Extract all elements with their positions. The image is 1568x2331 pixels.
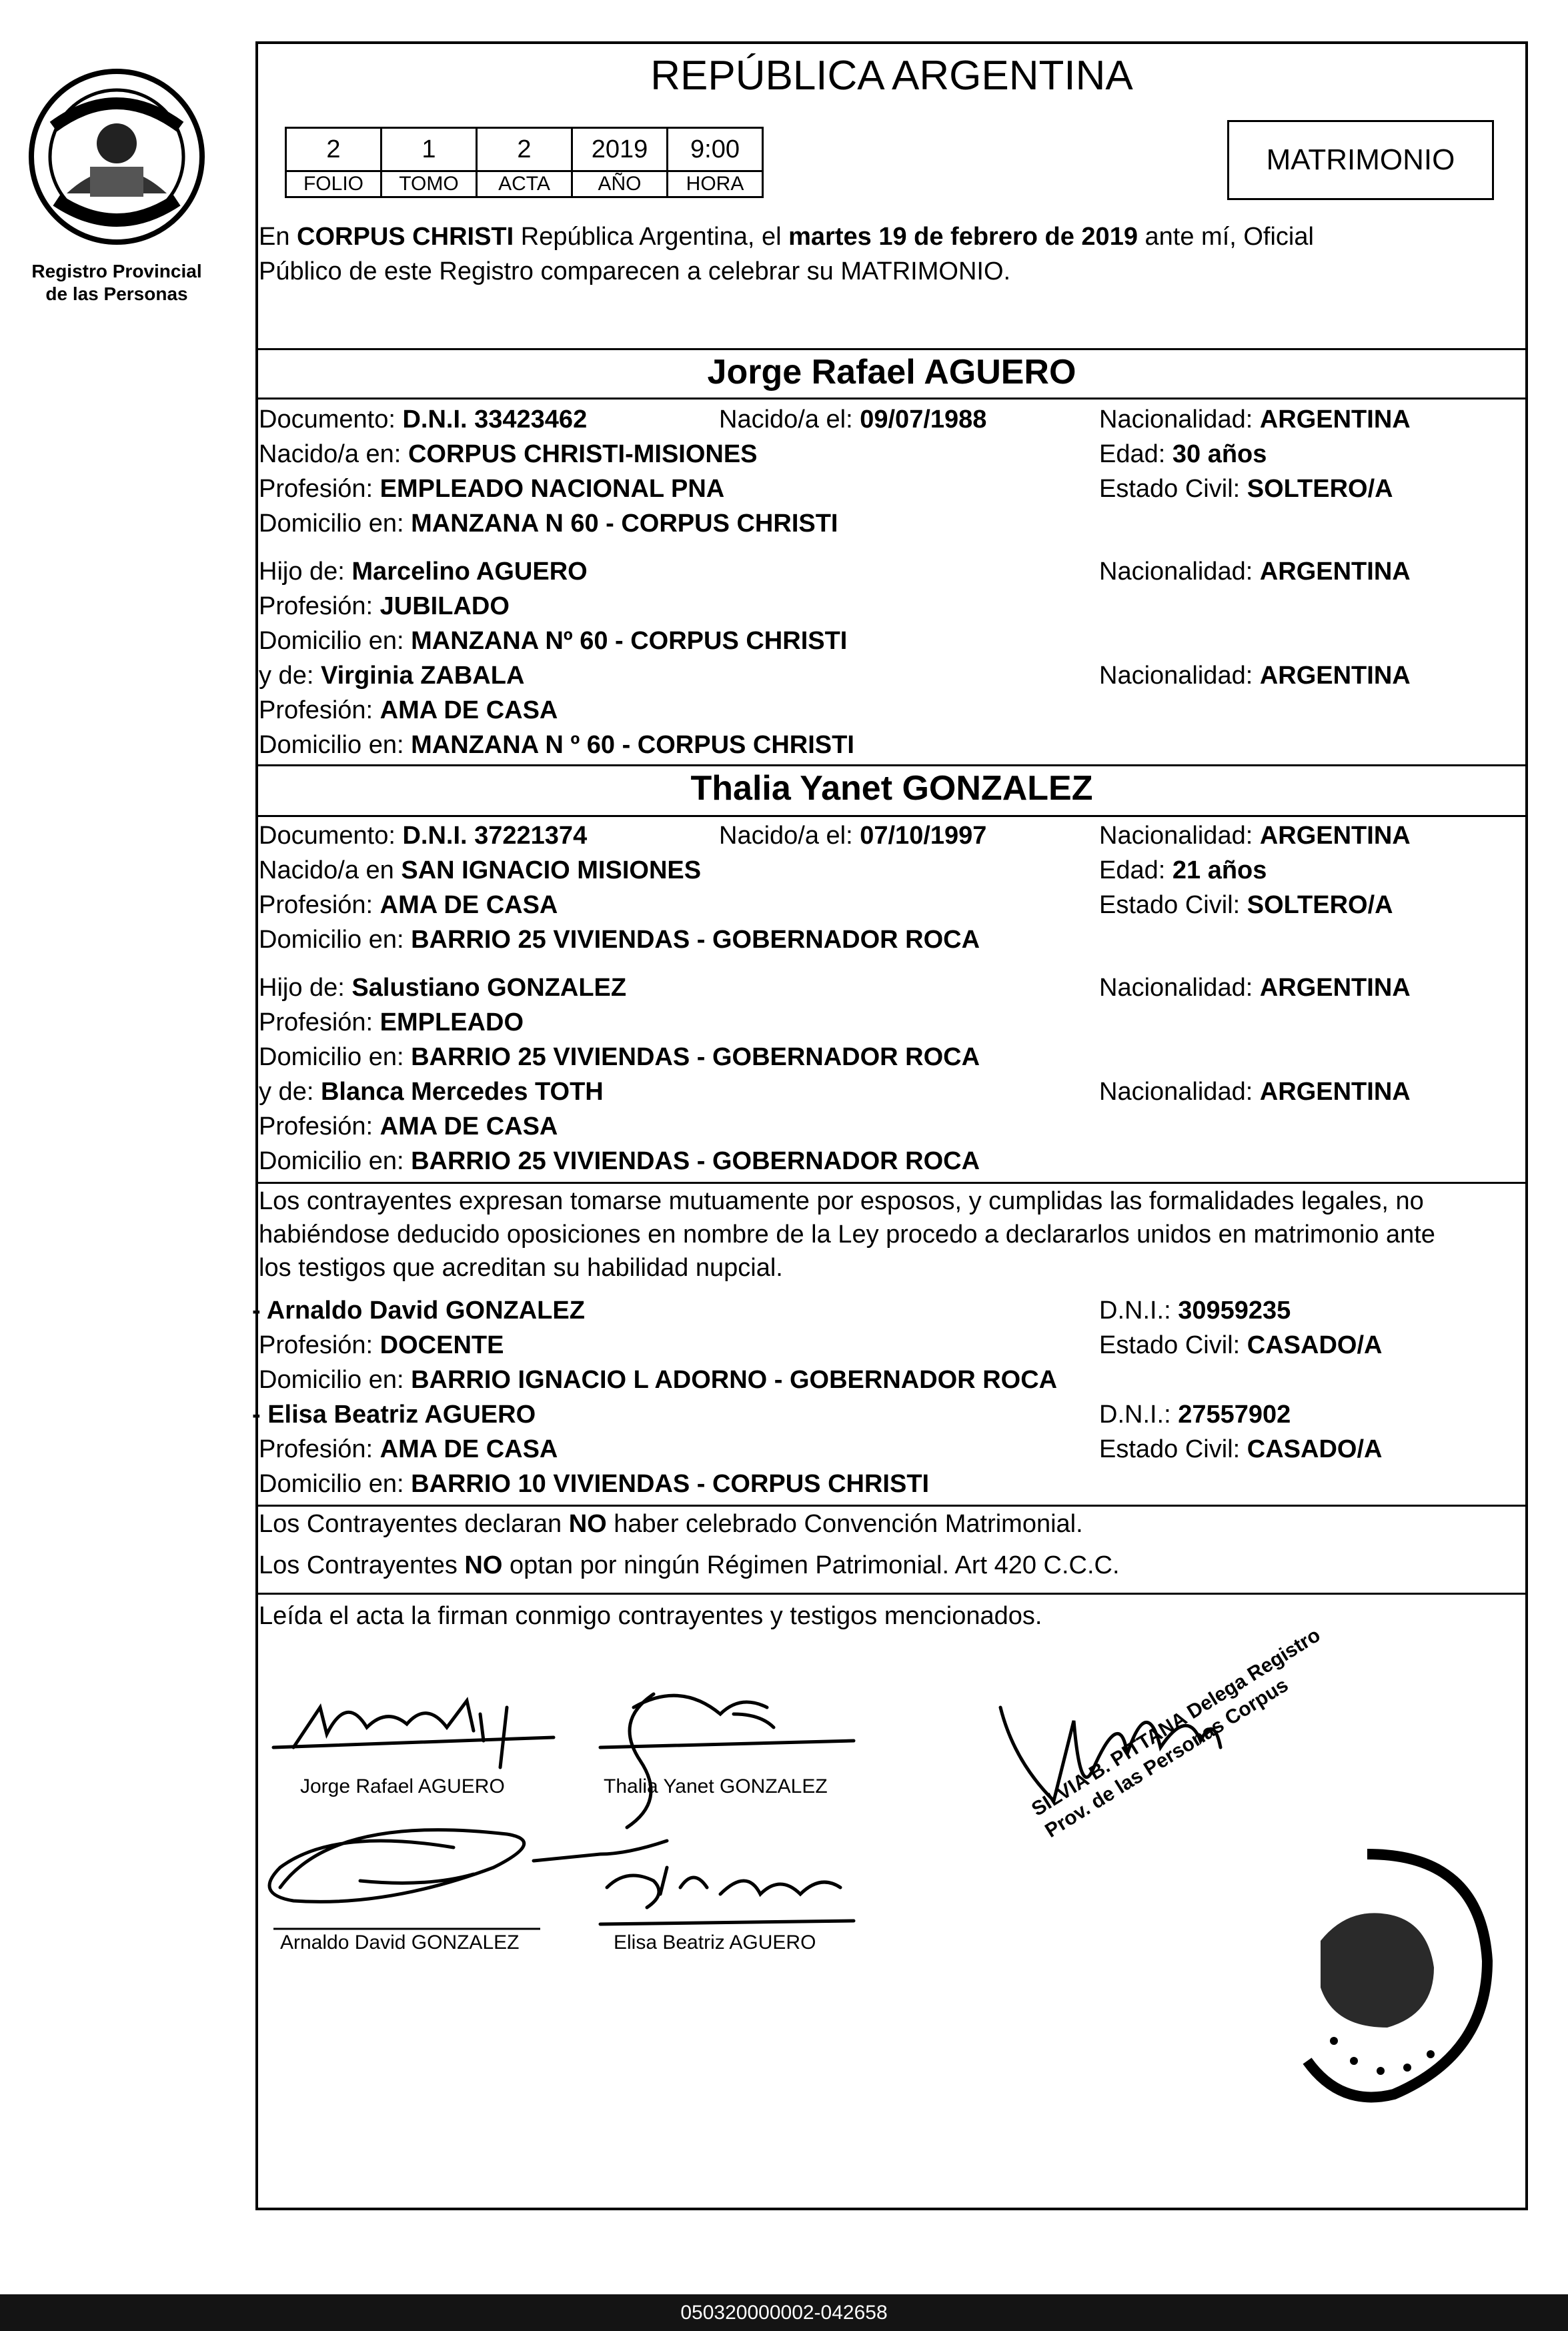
value: CASADO/A: [1247, 1331, 1383, 1359]
footer-barcode-strip: [0, 2294, 1568, 2331]
bride-name: Thalia Yanet GONZALEZ: [690, 769, 1093, 808]
closing-statement: Leída el acta la firman conmigo contrayentes y testigos mencionados.: [259, 1602, 1042, 1630]
label: Domicilio en:: [259, 510, 404, 538]
divider: [255, 815, 1528, 817]
ano-value: 2019: [572, 128, 668, 171]
sig-caption-groom: Jorge Rafael AGUERO: [300, 1775, 505, 1797]
groom-mother: [259, 659, 524, 692]
label: Profesión:: [259, 1331, 373, 1359]
value: 21 años: [1172, 856, 1267, 884]
label: Nacionalidad:: [1099, 1078, 1253, 1106]
groom-document: [259, 403, 587, 436]
record-type: MATRIMONIO: [1266, 143, 1455, 176]
groom-birthplace: [259, 438, 758, 471]
label: Domicilio en:: [259, 926, 404, 954]
bride-document: [259, 819, 587, 852]
value: Marcelino AGUERO: [351, 558, 588, 586]
label: Profesión:: [259, 696, 373, 724]
witness2-profession: [259, 1433, 558, 1466]
divider: [255, 1505, 1528, 1507]
bride-father-profession: [259, 1006, 524, 1039]
value: ARGENTINA: [1259, 1078, 1411, 1106]
bride-address: [259, 923, 980, 956]
footer-code: 050320000002-042658: [680, 2302, 888, 2324]
value: EMPLEADO: [379, 1008, 524, 1036]
groom-age: [1099, 438, 1267, 471]
value: AMA DE CASA: [379, 1435, 558, 1463]
value: BARRIO IGNACIO L ADORNO - GOBERNADOR ROCA: [411, 1366, 1058, 1394]
text: Los Contrayentes: [259, 1551, 465, 1579]
value: SAN IGNACIO MISIONES: [401, 856, 702, 884]
label: Hijo de:: [259, 974, 345, 1002]
label: Nacionalidad:: [1099, 662, 1253, 690]
sig-caption-witness2: Elisa Beatriz AGUERO: [614, 1931, 816, 1954]
value: CORPUS CHRISTI-MISIONES: [408, 440, 758, 468]
label: y de:: [259, 1078, 314, 1106]
groom-mother-profession: [259, 694, 558, 727]
folio-label: FOLIO: [286, 171, 381, 197]
text-bold: NO: [568, 1510, 607, 1538]
value: AMA DE CASA: [379, 1112, 558, 1140]
value: - Elisa Beatriz AGUERO: [252, 1401, 536, 1429]
intro-date: martes 19 de febrero de 2019: [788, 223, 1138, 251]
value: EMPLEADO NACIONAL PNA: [379, 475, 725, 503]
label: Estado Civil:: [1099, 1331, 1241, 1359]
document-title: REPÚBLICA ARGENTINA: [650, 53, 1133, 99]
value: Salustiano GONZALEZ: [351, 974, 627, 1002]
bride-age: [1099, 854, 1267, 887]
value: ARGENTINA: [1259, 822, 1411, 850]
label: Nacido/a el:: [719, 822, 853, 850]
text: haber celebrado Convención Matrimonial.: [606, 1510, 1083, 1538]
divider: [255, 764, 1528, 766]
groom-mother-nationality: [1099, 659, 1411, 692]
value: ARGENTINA: [1259, 662, 1411, 690]
intro-text-2: República Argentina, el: [514, 223, 789, 251]
value: - Arnaldo David GONZALEZ: [252, 1297, 585, 1325]
bride-nationality: [1099, 819, 1411, 852]
declaration-line1: Los contrayentes expresan tomarse mutuamente por esposos, y cumplidas las formalidades legales, no: [259, 1187, 1424, 1215]
sig-caption-witness1: Arnaldo David GONZALEZ: [280, 1931, 520, 1954]
intro-line1: [259, 220, 1314, 253]
label: Nacionalidad:: [1099, 558, 1253, 586]
value: BARRIO 10 VIVIENDAS - CORPUS CHRISTI: [411, 1470, 930, 1498]
label: Domicilio en:: [259, 731, 404, 759]
label: Documento:: [259, 822, 396, 850]
label: Documento:: [259, 406, 396, 434]
bride-father: [259, 971, 626, 1004]
witness1-name: [252, 1294, 585, 1327]
value: BARRIO 25 VIVIENDAS - GOBERNADOR ROCA: [411, 1043, 980, 1071]
value: D.N.I. 33423462: [402, 406, 588, 434]
witness1-dni: [1099, 1294, 1291, 1327]
value: Virginia ZABALA: [320, 662, 525, 690]
witness1-address: [259, 1363, 1057, 1397]
provincial-seal-logo: [27, 67, 207, 247]
logo-caption-line2: de las Personas: [45, 283, 188, 304]
witness2-dni: [1099, 1398, 1291, 1431]
logo-caption-line1: Registro Provincial: [31, 261, 202, 281]
record-type-box: [1227, 120, 1494, 200]
record-id-table: [285, 127, 764, 198]
bride-mother-nationality: [1099, 1075, 1411, 1108]
value: MANZANA N º 60 - CORPUS CHRISTI: [411, 731, 854, 759]
value: 30 años: [1172, 440, 1267, 468]
groom-civil-status: [1099, 472, 1393, 506]
value: AMA DE CASA: [379, 891, 558, 919]
value: ARGENTINA: [1259, 974, 1411, 1002]
groom-nationality: [1099, 403, 1411, 436]
value: ARGENTINA: [1259, 558, 1411, 586]
label: Profesión:: [259, 475, 373, 503]
groom-father: [259, 555, 588, 588]
bride-mother: [259, 1075, 604, 1108]
bride-civil-status: [1099, 888, 1393, 922]
tomo-label: TOMO: [381, 171, 477, 197]
bride-father-nationality: [1099, 971, 1411, 1004]
bride-birthplace: [259, 854, 701, 887]
groom-profession: [259, 472, 724, 506]
value: ARGENTINA: [1259, 406, 1411, 434]
declaration-line3: los testigos que acreditan su habilidad nupcial.: [259, 1254, 783, 1282]
value: CASADO/A: [1247, 1435, 1383, 1463]
label: Nacionalidad:: [1099, 406, 1253, 434]
intro-line2: Público de este Registro comparecen a celebrar su MATRIMONIO.: [259, 257, 1011, 285]
label: Nacido/a en:: [259, 440, 402, 468]
value: 09/07/1988: [860, 406, 987, 434]
label: Nacido/a el:: [719, 406, 853, 434]
intro-text-1: En: [259, 223, 297, 251]
divider: [255, 1593, 1528, 1595]
intro-place: CORPUS CHRISTI: [297, 223, 514, 251]
witness2-civil-status: [1099, 1433, 1382, 1466]
label: Domicilio en:: [259, 1470, 404, 1498]
value: DOCENTE: [379, 1331, 504, 1359]
ano-label: AÑO: [572, 171, 668, 197]
label: Domicilio en:: [259, 627, 404, 655]
groom-father-profession: [259, 590, 510, 623]
groom-birthdate: [719, 403, 986, 436]
sig-caption-bride: Thalia Yanet GONZALEZ: [604, 1775, 828, 1797]
witness1-civil-status: [1099, 1329, 1382, 1362]
acta-label: ACTA: [477, 171, 572, 197]
handwritten-signatures: [253, 1667, 1254, 2014]
text-bold: NO: [464, 1551, 503, 1579]
bride-birthdate: [719, 819, 986, 852]
value: SOLTERO/A: [1247, 891, 1393, 919]
label: Estado Civil:: [1099, 475, 1241, 503]
value: 07/10/1997: [860, 822, 987, 850]
label: Nacionalidad:: [1099, 822, 1253, 850]
value: Blanca Mercedes TOTH: [320, 1078, 604, 1106]
bride-father-address: [259, 1040, 980, 1074]
official-round-seal: [1281, 1841, 1501, 2108]
groom-father-nationality: [1099, 555, 1411, 588]
label: Domicilio en:: [259, 1147, 404, 1175]
acta-value: 2: [477, 128, 572, 171]
tomo-value: 1: [381, 128, 477, 171]
declaration-line2: habiéndose deducido oposiciones en nombre de la Ley procedo a declararlos unidos en matrimonio ante: [259, 1221, 1435, 1249]
registrar-stamp-text: SILVIA B. PITTANA Delega Registro Prov. de las Personas Corpus: [1028, 1623, 1325, 1842]
groom-mother-address: [259, 728, 854, 762]
label: Hijo de:: [259, 558, 345, 586]
value: JUBILADO: [379, 592, 510, 620]
logo-caption: [7, 260, 227, 305]
label: y de:: [259, 662, 314, 690]
label: Nacido/a en: [259, 856, 394, 884]
label: Domicilio en:: [259, 1366, 404, 1394]
groom-name: Jorge Rafael AGUERO: [707, 353, 1076, 392]
label: Profesión:: [259, 592, 373, 620]
witness2-address: [259, 1467, 929, 1501]
bride-mother-profession: [259, 1110, 558, 1143]
label: Profesión:: [259, 1112, 373, 1140]
value: BARRIO 25 VIVIENDAS - GOBERNADOR ROCA: [411, 926, 980, 954]
label: Profesión:: [259, 891, 373, 919]
value: BARRIO 25 VIVIENDAS - GOBERNADOR ROCA: [411, 1147, 980, 1175]
bride-mother-address: [259, 1144, 980, 1178]
value: AMA DE CASA: [379, 696, 558, 724]
label: Edad:: [1099, 440, 1166, 468]
text: Los Contrayentes declaran: [259, 1510, 569, 1538]
witness2-name: [252, 1398, 536, 1431]
label: Estado Civil:: [1099, 1435, 1241, 1463]
divider: [255, 348, 1528, 350]
divider: [255, 1182, 1528, 1184]
label: Domicilio en:: [259, 1043, 404, 1071]
label: D.N.I.:: [1099, 1297, 1171, 1325]
bride-profession: [259, 888, 558, 922]
value: MANZANA N 60 - CORPUS CHRISTI: [411, 510, 838, 538]
groom-address: [259, 507, 838, 540]
value: MANZANA Nº 60 - CORPUS CHRISTI: [411, 627, 848, 655]
folio-value: 2: [286, 128, 381, 171]
convention-statement: [259, 1507, 1083, 1541]
regime-statement: [259, 1549, 1120, 1582]
label: Estado Civil:: [1099, 891, 1241, 919]
witness1-profession: [259, 1329, 504, 1362]
value: D.N.I. 37221374: [402, 822, 588, 850]
text: optan por ningún Régimen Patrimonial. Art 420 C.C.C.: [502, 1551, 1120, 1579]
label: Profesión:: [259, 1435, 373, 1463]
label: Edad:: [1099, 856, 1166, 884]
value: 30959235: [1178, 1297, 1291, 1325]
divider: [255, 398, 1528, 400]
hora-value: 9:00: [668, 128, 763, 171]
label: Profesión:: [259, 1008, 373, 1036]
value: 27557902: [1178, 1401, 1291, 1429]
label: D.N.I.:: [1099, 1401, 1171, 1429]
intro-text-3: ante mí, Oficial: [1137, 223, 1314, 251]
value: SOLTERO/A: [1247, 475, 1393, 503]
groom-father-address: [259, 624, 847, 658]
label: Nacionalidad:: [1099, 974, 1253, 1002]
hora-label: HORA: [668, 171, 763, 197]
